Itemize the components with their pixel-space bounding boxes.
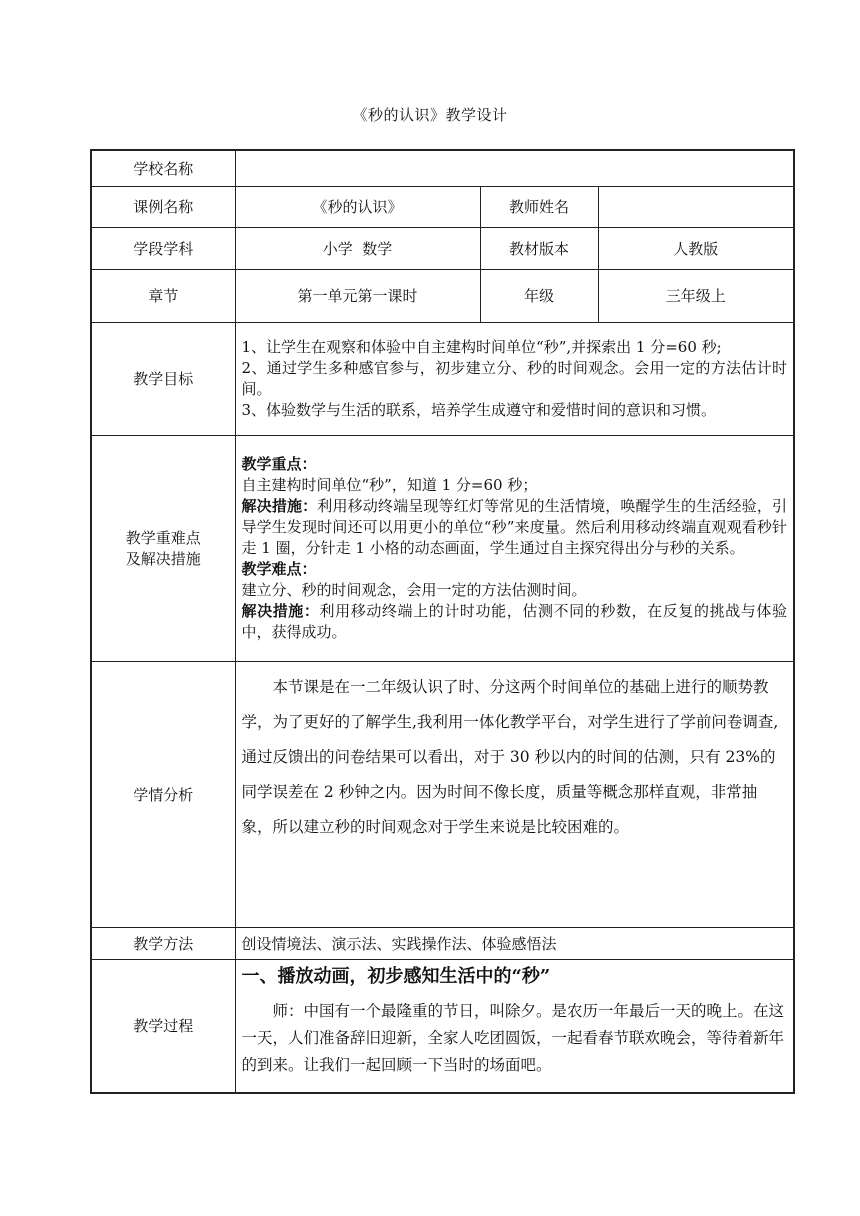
grade-value: 三年级上 — [598, 269, 794, 322]
row-goals — [91, 322, 794, 435]
key-point-title: 教学重点： — [241, 454, 317, 473]
methods-label: 教学方法 — [91, 927, 235, 959]
analysis-text: 本节课是在一二年级认识了时、分这两个时间单位的基础上进行的顺势教学，为了更好的了解学生,我利用一体化教学平台，对学生进行了学前问卷调查,通过反馈出的问卷结果可以看出，对于 30 秒以内的时间的估测，只有 23%的同学误差在 2 秒钟之内。因为时间不像长度，质量等概念那样直观，非常抽象，所以建立秒的时间观念对于学生来说是比较困难的。 — [241, 677, 779, 836]
goal-item-3: 3、体验数学与生活的联系，培养学生成遵守和爱惜时间的意识和习惯。 — [241, 400, 717, 419]
goal-item-1: 1、让学生在观察和体验中自主建构时间单位“秒”,并探索出 1 分=60 秒; — [241, 337, 722, 356]
stage-subject-value: 小学 数学 — [235, 227, 480, 269]
difficulty-title: 教学难点： — [241, 559, 317, 578]
measure-1-title: 解决措施： — [241, 496, 318, 515]
measure-2-title: 解决措施： — [241, 601, 320, 620]
school-name-label: 学校名称 — [91, 150, 235, 186]
analysis-content — [235, 661, 794, 927]
keypoints-label — [91, 435, 235, 661]
row-keypoints — [91, 435, 794, 661]
stage-subject-label: 学段学科 — [91, 227, 235, 269]
difficulty-text: 建立分、秒的时间观念，会用一定的方法估测时间。 — [241, 580, 587, 599]
goal-item-2: 2、通过学生多种感官参与，初步建立分、秒的时间观念。会用一定的方法估计时间。 — [241, 358, 787, 398]
process-content — [235, 959, 794, 1093]
keypoints-label-line1: 教学重难点 — [125, 529, 201, 547]
lesson-plan-table — [90, 149, 795, 1094]
measure-2-text: 利用移动终端上的计时功能，估测不同的秒数，在反复的挑战与体验中，获得成功。 — [241, 601, 787, 641]
teaching-goals-label: 教学目标 — [91, 322, 235, 435]
measure-1 — [242, 496, 788, 559]
teacher-name-label: 教师姓名 — [480, 186, 598, 227]
keypoints-content — [235, 435, 794, 661]
teaching-goals-content — [235, 322, 794, 435]
analysis-label: 学情分析 — [91, 661, 235, 927]
keypoints-label-line2: 及解决措施 — [125, 550, 201, 568]
process-heading: 一、播放动画，初步感知生活中的“秒” — [241, 965, 551, 987]
measure-1-text: 利用移动终端呈现等红灯等常见的生活情境，唤醒学生的生活经验，引导学生发现时间还可以用更小的单位“秒”来度量。然后利用移动终端直观观看秒针走 1 圈，分针走 1 小格的动态画面，学生通过自主探究得出分与秒的关系。 — [241, 496, 787, 557]
key-point-text: 自主建构时间单位“秒”，知道 1 分=60 秒； — [241, 475, 538, 494]
chapter-value: 第一单元第一课时 — [235, 269, 480, 322]
measure-2 — [242, 601, 788, 643]
process-text: 师：中国有一个最隆重的节日，叫除夕。是农历一年最后一天的晚上。在这一天，人们准备辞旧迎新，全家人吃团圆饭，一起看春节联欢晚会，等待着新年的到来。让我们一起回顾一下当时的场面吧。 — [241, 1001, 785, 1074]
page-title: 《秒的认识》教学设计 — [352, 106, 508, 124]
lesson-name-value: 《秒的认识》 — [235, 186, 480, 227]
chapter-label: 章节 — [91, 269, 235, 322]
row-school — [91, 150, 794, 186]
teacher-name-value — [598, 186, 794, 227]
textbook-version-label: 教材版本 — [480, 227, 598, 269]
process-label: 教学过程 — [91, 959, 235, 1093]
row-process — [91, 959, 794, 1093]
row-lesson — [91, 186, 794, 227]
textbook-version-value: 人教版 — [598, 227, 794, 269]
lesson-name-label: 课例名称 — [91, 186, 235, 227]
row-chapter — [91, 269, 794, 322]
grade-label: 年级 — [480, 269, 598, 322]
school-name-value — [235, 150, 794, 186]
row-stage — [91, 227, 794, 269]
methods-text: 创设情境法、演示法、实践操作法、体验感悟法 — [235, 927, 794, 959]
row-analysis — [91, 661, 794, 927]
row-methods — [91, 927, 794, 959]
